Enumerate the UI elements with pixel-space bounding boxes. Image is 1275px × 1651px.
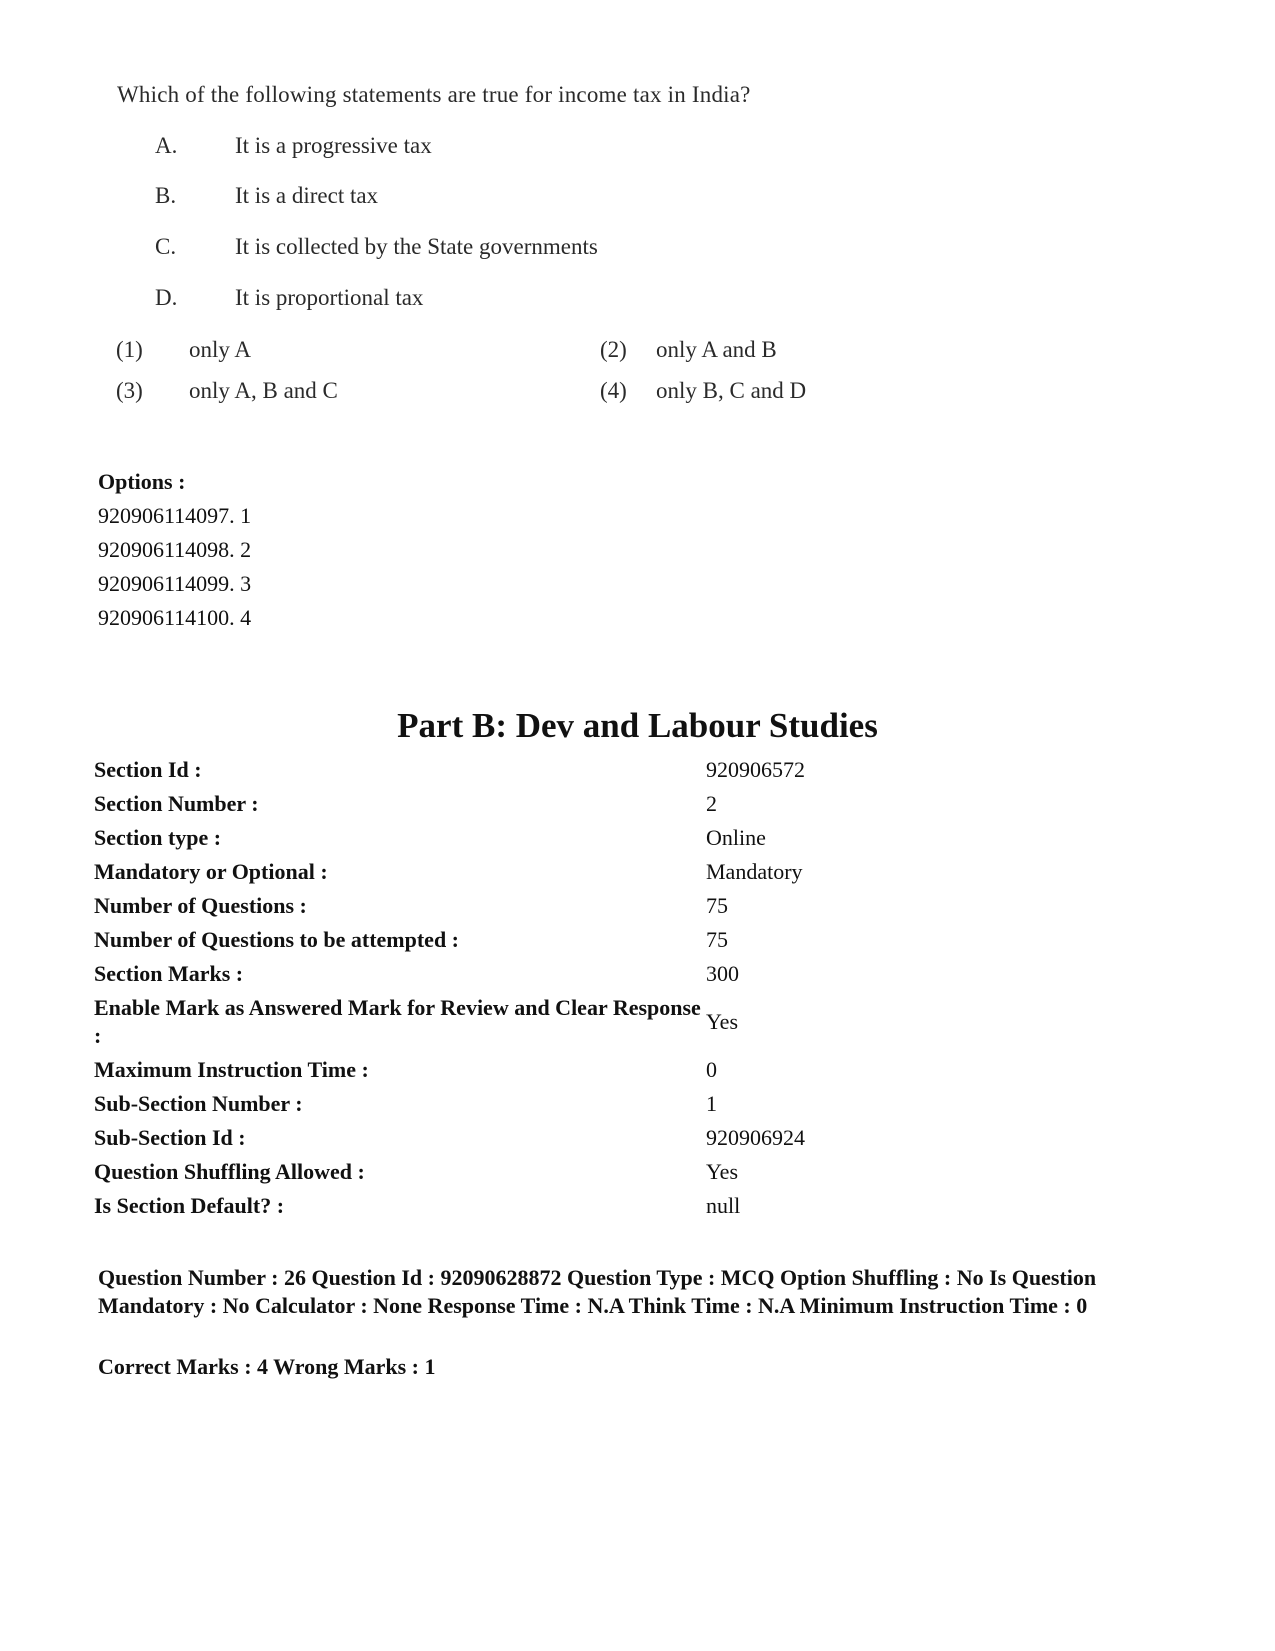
statement-text: It is collected by the State governments (235, 234, 598, 259)
option-item: 920906114100. 4 (98, 605, 252, 630)
options-block (98, 465, 251, 635)
table-row (94, 1053, 1194, 1087)
choice-text: only A, B and C (189, 378, 338, 403)
row-value: 920906924 (706, 1125, 805, 1150)
choice-number: (4) (600, 378, 627, 403)
row-label: Section Number : (94, 791, 259, 816)
row-label: Enable Mark as Answered Mark for Review and Clear Response : (94, 995, 701, 1048)
choice-3 (116, 378, 338, 404)
row-label: Section Id : (94, 757, 202, 782)
question-marks: Correct Marks : 4 Wrong Marks : 1 (98, 1354, 436, 1379)
statement-text: It is a direct tax (235, 183, 379, 208)
question-stem: Which of the following statements are true for income tax in India? (117, 82, 751, 107)
choice-2 (600, 337, 777, 363)
table-row (94, 923, 1194, 957)
table-row (94, 821, 1194, 855)
row-value: 0 (706, 1057, 717, 1082)
row-label: Mandatory or Optional : (94, 859, 328, 884)
row-label: Number of Questions to be attempted : (94, 927, 460, 952)
section-details-table (94, 753, 1194, 1223)
table-row (94, 1155, 1194, 1189)
statement-a (155, 133, 432, 159)
statement-c (155, 234, 598, 260)
row-value: 75 (706, 927, 728, 952)
row-value: 1 (706, 1091, 717, 1116)
row-label: Sub-Section Number : (94, 1091, 303, 1116)
choice-number: (1) (116, 337, 143, 362)
statement-letter: D. (155, 285, 178, 310)
table-row (94, 1121, 1194, 1155)
table-row (94, 753, 1194, 787)
row-value: Yes (706, 1159, 739, 1184)
options-title: Options : (98, 469, 186, 494)
choice-number: (2) (600, 337, 627, 362)
part-title: Part B: Dev and Labour Studies (397, 706, 878, 745)
row-value: 2 (706, 791, 717, 816)
row-value: Yes (706, 1009, 739, 1034)
choice-number: (3) (116, 378, 143, 403)
row-label: Number of Questions : (94, 893, 307, 918)
statement-d (155, 285, 423, 311)
table-row (94, 991, 1194, 1053)
row-label: Section Marks : (94, 961, 244, 986)
statement-b (155, 183, 378, 209)
choice-text: only A and B (656, 337, 777, 362)
choice-1 (116, 337, 251, 363)
statement-text: It is a progressive tax (235, 133, 432, 158)
table-row (94, 787, 1194, 821)
table-row (94, 889, 1194, 923)
row-label: Is Section Default? : (94, 1193, 285, 1218)
question-metadata: Question Number : 26 Question Id : 92090628872 Question Type : MCQ Option Shuffling : No Is Question Mandatory : No Calculator : None Response Time : N.A Think Time : N.A Minimum Instruction Time : 0 (98, 1265, 1097, 1318)
statement-text: It is proportional tax (235, 285, 424, 310)
row-value: Online (706, 825, 766, 850)
statement-letter: B. (155, 183, 177, 208)
row-value: 300 (706, 961, 739, 986)
row-value: 920906572 (706, 757, 805, 782)
option-item: 920906114099. 3 (98, 571, 252, 596)
statement-letter: C. (155, 234, 177, 259)
choice-text: only B, C and D (656, 378, 807, 403)
choice-text: only A (189, 337, 251, 362)
option-item: 920906114098. 2 (98, 537, 252, 562)
row-label: Question Shuffling Allowed : (94, 1159, 365, 1184)
table-row (94, 855, 1194, 889)
table-row (94, 1087, 1194, 1121)
row-label: Section type : (94, 825, 222, 850)
option-item: 920906114097. 1 (98, 503, 252, 528)
row-value: null (706, 1193, 741, 1218)
statement-letter: A. (155, 133, 178, 158)
row-value: Mandatory (706, 859, 803, 884)
question-image (0, 0, 1275, 440)
table-row (94, 957, 1194, 991)
choice-4 (600, 378, 806, 404)
table-row (94, 1189, 1194, 1223)
row-label: Maximum Instruction Time : (94, 1057, 369, 1082)
row-value: 75 (706, 893, 728, 918)
row-label: Sub-Section Id : (94, 1125, 246, 1150)
